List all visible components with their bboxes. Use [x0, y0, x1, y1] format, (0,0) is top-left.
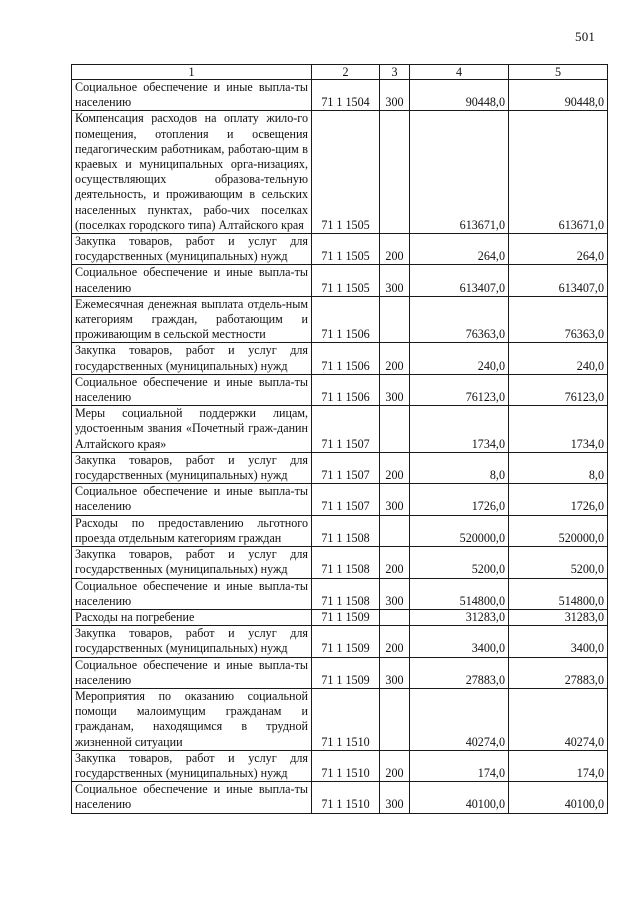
- row-amount-col5: 240,0: [509, 343, 608, 374]
- page-number: 501: [575, 29, 596, 44]
- row-amount-col4: 3400,0: [410, 626, 509, 657]
- row-amount-col4: 40100,0: [410, 782, 509, 813]
- row-amount-col5: 8,0: [509, 452, 608, 483]
- row-expense-type: 200: [380, 343, 410, 374]
- row-code: 71 1 1505: [312, 265, 380, 296]
- table-row: [72, 515, 608, 546]
- table-row: [72, 234, 608, 265]
- row-amount-col5: 76363,0: [509, 296, 608, 343]
- row-amount-col5: 90448,0: [509, 80, 608, 111]
- row-amount-col5: 31283,0: [509, 609, 608, 625]
- table-row: [72, 296, 608, 343]
- table-row: [72, 609, 608, 625]
- header-col-2: 2: [312, 65, 380, 80]
- row-expense-type: 200: [380, 452, 410, 483]
- row-amount-col4: 76363,0: [410, 296, 509, 343]
- row-amount-col4: 240,0: [410, 343, 509, 374]
- row-code: 71 1 1505: [312, 234, 380, 265]
- row-code: 71 1 1510: [312, 688, 380, 750]
- table-row: [72, 343, 608, 374]
- row-expense-type: 200: [380, 234, 410, 265]
- row-name: Закупка товаров, работ и услуг для государственных (муниципальных) нужд: [72, 626, 312, 657]
- table-row: [72, 265, 608, 296]
- row-name: Расходы по предоставлению льготного проезда отдельным категориям граждан: [72, 515, 312, 546]
- row-name: Социальное обеспечение и иные выпла-ты населению: [72, 657, 312, 688]
- row-amount-col4: 8,0: [410, 452, 509, 483]
- row-expense-type: [380, 515, 410, 546]
- row-name: Закупка товаров, работ и услуг для государственных (муниципальных) нужд: [72, 343, 312, 374]
- row-expense-type: 300: [380, 374, 410, 405]
- row-code: 71 1 1506: [312, 374, 380, 405]
- row-amount-col5: 5200,0: [509, 547, 608, 578]
- row-amount-col5: 613671,0: [509, 111, 608, 234]
- row-name: Социальное обеспечение и иные выпла-ты населению: [72, 782, 312, 813]
- table-row: [72, 80, 608, 111]
- row-expense-type: 300: [380, 578, 410, 609]
- table-row: [72, 374, 608, 405]
- row-code: 71 1 1509: [312, 626, 380, 657]
- row-expense-type: 200: [380, 547, 410, 578]
- row-amount-col4: 174,0: [410, 750, 509, 781]
- table-row: [72, 111, 608, 234]
- row-amount-col4: 31283,0: [410, 609, 509, 625]
- row-code: 71 1 1506: [312, 343, 380, 374]
- row-amount-col5: 1726,0: [509, 484, 608, 515]
- row-amount-col5: 1734,0: [509, 406, 608, 453]
- row-expense-type: [380, 111, 410, 234]
- row-amount-col4: 520000,0: [410, 515, 509, 546]
- row-amount-col5: 514800,0: [509, 578, 608, 609]
- row-amount-col4: 514800,0: [410, 578, 509, 609]
- row-amount-col4: 613671,0: [410, 111, 509, 234]
- row-name: Закупка товаров, работ и услуг для государственных (муниципальных) нужд: [72, 452, 312, 483]
- row-name: Закупка товаров, работ и услуг для государственных (муниципальных) нужд: [72, 547, 312, 578]
- row-expense-type: 200: [380, 626, 410, 657]
- row-amount-col4: 5200,0: [410, 547, 509, 578]
- row-amount-col4: 90448,0: [410, 80, 509, 111]
- header-col-3: 3: [380, 65, 410, 80]
- row-code: 71 1 1508: [312, 547, 380, 578]
- row-code: 71 1 1508: [312, 578, 380, 609]
- table-row: [72, 406, 608, 453]
- row-amount-col5: 27883,0: [509, 657, 608, 688]
- row-expense-type: 300: [380, 80, 410, 111]
- row-code: 71 1 1508: [312, 515, 380, 546]
- row-expense-type: 300: [380, 265, 410, 296]
- row-code: 71 1 1510: [312, 750, 380, 781]
- row-amount-col5: 174,0: [509, 750, 608, 781]
- row-amount-col5: 520000,0: [509, 515, 608, 546]
- row-amount-col5: 264,0: [509, 234, 608, 265]
- row-name: Мероприятия по оказанию социальной помощи малоимущим гражданам и гражданам, находящимся в трудной жизненной ситуации: [72, 688, 312, 750]
- row-name: Социальное обеспечение и иные выпла-ты населению: [72, 265, 312, 296]
- row-name: Социальное обеспечение и иные выпла-ты населению: [72, 484, 312, 515]
- row-expense-type: 300: [380, 484, 410, 515]
- table-header: [72, 65, 608, 80]
- row-name: Компенсация расходов на оплату жило-го помещения, отопления и освещения педагогическим работникам, работаю-щим в краевых и муниципальных орга-низациях, осуществляющих образова-тельную деятельность, и проживающим в сельских населенных пунктах, рабо-чих поселках (поселках городского типа) Алтайского края: [72, 111, 312, 234]
- row-code: 71 1 1510: [312, 782, 380, 813]
- table-row: [72, 547, 608, 578]
- row-amount-col4: 40274,0: [410, 688, 509, 750]
- row-code: 71 1 1507: [312, 484, 380, 515]
- row-amount-col4: 27883,0: [410, 657, 509, 688]
- row-code: 71 1 1509: [312, 657, 380, 688]
- row-name: Социальное обеспечение и иные выпла-ты населению: [72, 374, 312, 405]
- row-code: 71 1 1505: [312, 111, 380, 234]
- row-code: 71 1 1504: [312, 80, 380, 111]
- row-amount-col4: 76123,0: [410, 374, 509, 405]
- table-row: [72, 750, 608, 781]
- row-name: Ежемесячная денежная выплата отдель-ным категориям граждан, работающим и проживающим в сельской местности: [72, 296, 312, 343]
- header-row: [72, 65, 608, 80]
- row-amount-col4: 264,0: [410, 234, 509, 265]
- row-expense-type: [380, 688, 410, 750]
- row-code: 71 1 1509: [312, 609, 380, 625]
- row-amount-col4: 613407,0: [410, 265, 509, 296]
- row-expense-type: [380, 609, 410, 625]
- table-row: [72, 626, 608, 657]
- budget-table: [71, 64, 608, 814]
- row-expense-type: [380, 296, 410, 343]
- row-name: Меры социальной поддержки лицам, удостоенным звания «Почетный граж-данин Алтайского края»: [72, 406, 312, 453]
- row-name: Расходы на погребение: [72, 609, 312, 625]
- table-row: [72, 452, 608, 483]
- row-expense-type: [380, 406, 410, 453]
- row-amount-col4: 1734,0: [410, 406, 509, 453]
- row-expense-type: 200: [380, 750, 410, 781]
- row-name: Закупка товаров, работ и услуг для государственных (муниципальных) нужд: [72, 750, 312, 781]
- table-row: [72, 782, 608, 813]
- row-amount-col5: 3400,0: [509, 626, 608, 657]
- table-row: [72, 688, 608, 750]
- row-amount-col5: 40100,0: [509, 782, 608, 813]
- header-col-4: 4: [410, 65, 509, 80]
- row-code: 71 1 1507: [312, 452, 380, 483]
- row-name: Социальное обеспечение и иные выпла-ты населению: [72, 80, 312, 111]
- row-amount-col4: 1726,0: [410, 484, 509, 515]
- table-body: [72, 80, 608, 814]
- row-expense-type: 300: [380, 657, 410, 688]
- row-expense-type: 300: [380, 782, 410, 813]
- row-amount-col5: 40274,0: [509, 688, 608, 750]
- table-row: [72, 578, 608, 609]
- header-col-1: 1: [72, 65, 312, 80]
- header-col-5: 5: [509, 65, 608, 80]
- row-name: Закупка товаров, работ и услуг для государственных (муниципальных) нужд: [72, 234, 312, 265]
- row-code: 71 1 1507: [312, 406, 380, 453]
- table-row: [72, 657, 608, 688]
- row-code: 71 1 1506: [312, 296, 380, 343]
- row-name: Социальное обеспечение и иные выпла-ты населению: [72, 578, 312, 609]
- row-amount-col5: 613407,0: [509, 265, 608, 296]
- table-row: [72, 484, 608, 515]
- row-amount-col5: 76123,0: [509, 374, 608, 405]
